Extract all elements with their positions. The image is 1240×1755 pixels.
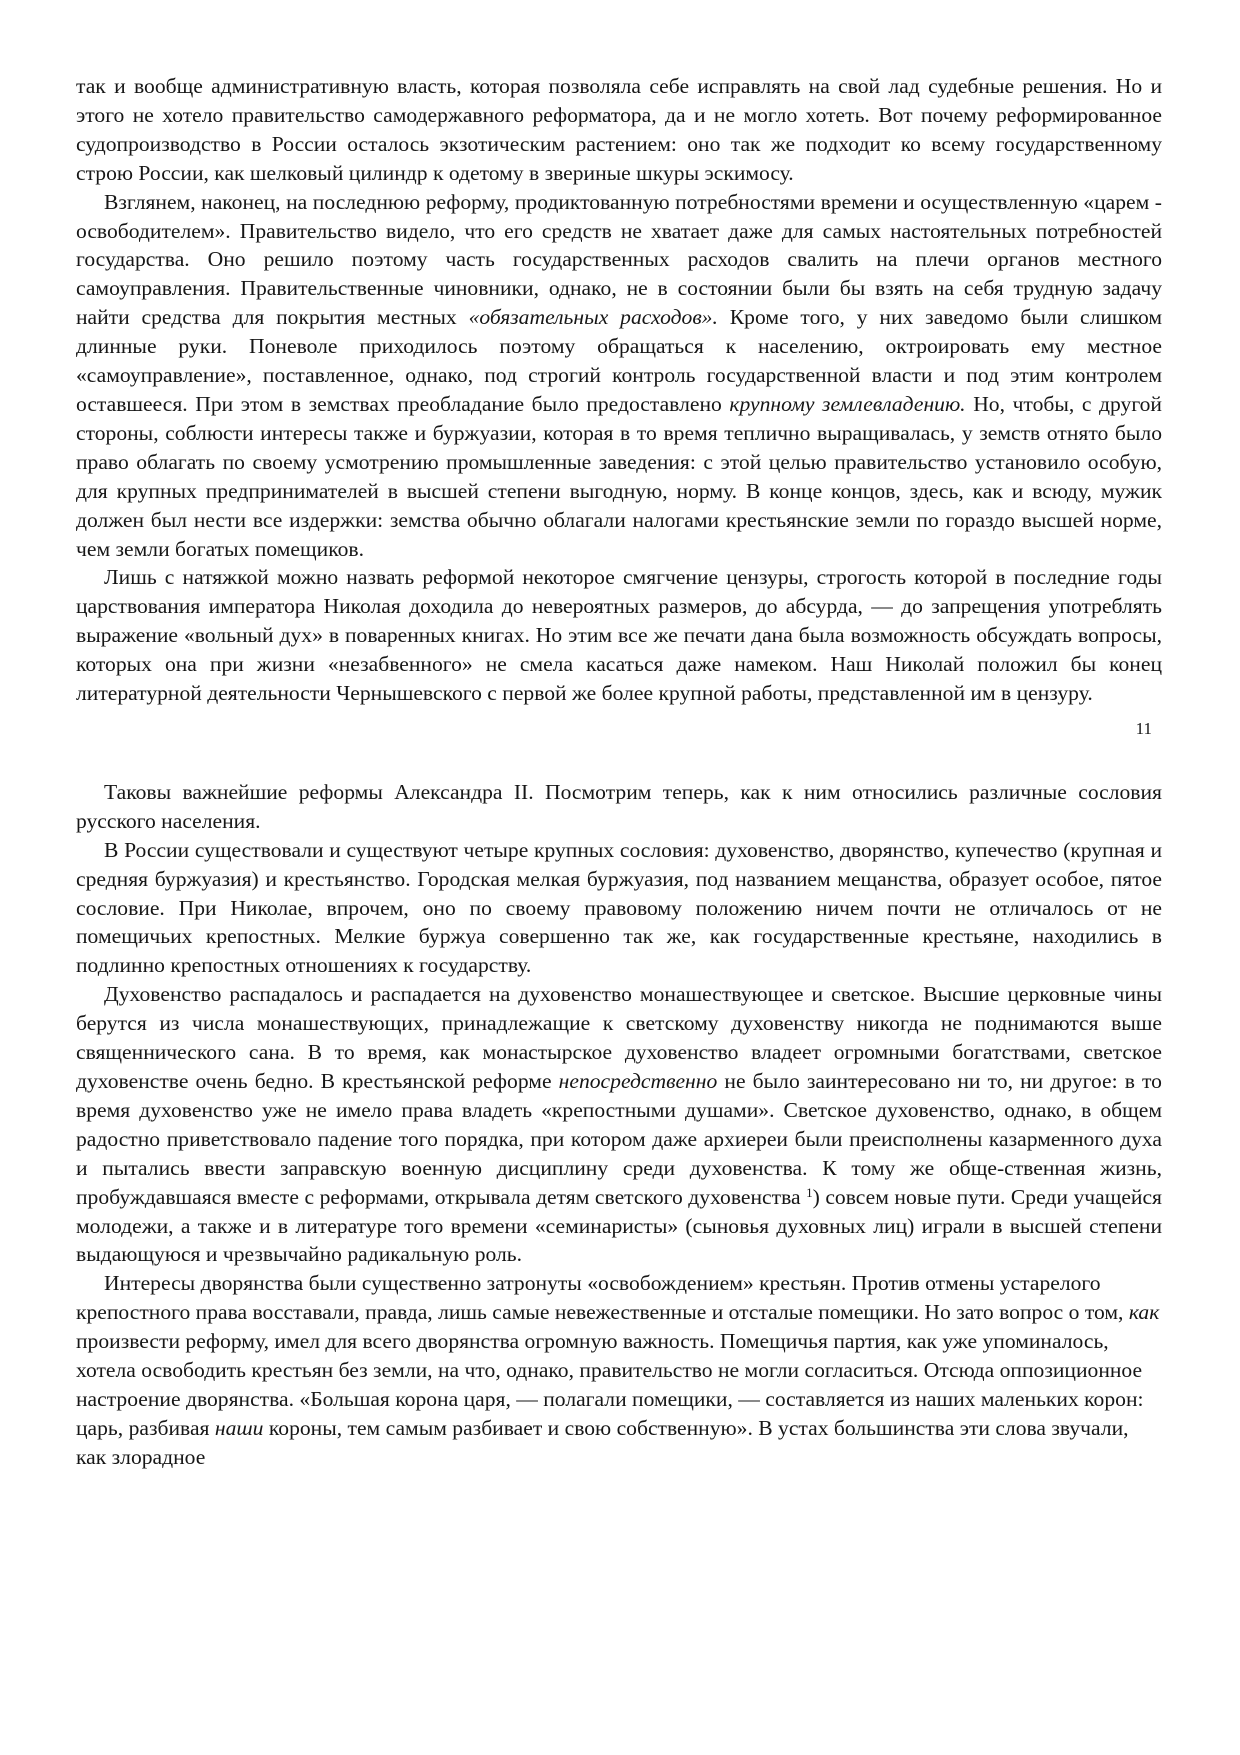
paragraph	[76, 563, 1162, 708]
paragraph-text: Интересы дворянства были существенно затронуты «освобождением» крестьян. Против отмены устарелого крепостного права восставали, правда, лишь самые невежественные и отсталые помещики. Но зато вопрос о том,	[76, 1271, 1124, 1325]
italic-text: наши	[214, 1415, 264, 1440]
paragraph-text: не было заинтересовано ни то, ни другое: в то время духовенство уже не имело права владеть «крепостными душами». Светское духовенство, однако, в общем радостно приветствовало падение того порядка, при котором даже архиереи были преисполнены казарменного духа и пытались ввести заправскую военную дисциплину среди духовенства. К тому же обще-ственная жизнь, пробуждавшаяся вместе с реформами, открывала детям светского духовенства	[76, 1069, 1162, 1209]
paragraph-text: В России существовали и существуют четыре крупных сословия: духовенство, дворянство, купечество (крупная и средняя буржуазия) и крестьянство. Городская мелкая буржуазия, под названием мещанства, образует особое, пятое сословие. При Николае, впрочем, оно по своему правовому положению ничем почти не отличалось от не помещичьих крепостных. Мелкие буржуа совершенно так же, как государственные крестьяне, находились в подлинно крепостных отношениях к государству.	[76, 837, 1162, 978]
paragraph	[76, 836, 1162, 981]
italic-text: «обязательных расходов».	[468, 305, 718, 330]
paragraph-text: так и вообще административную власть, которая позволяла себе исправлять на свой лад судебные решения. Но и этого не хотело правительство самодержавного реформатора, да и не могло хотеть. Вот почему реформированное судопроизводство в России осталось экзотическим растением: оно так же подходит ко всему государственному строю России, как шелковый цилиндр к одетому в звериные шкуры эскимосу.	[76, 74, 1162, 185]
paragraph-text: Лишь с натяжкой можно назвать реформой некоторое смягчение цензуры, строгость которой в последние годы царствования императора Николая доходила до невероятных размеров, до абсурда, — до запрещения употреблять выражение «вольный дух» в поваренных книгах. Но этим все же печати дана была возможность обсуждать вопросы, которых она при жизни «незабвенного» не смела касаться даже намеком. Наш Николай положил бы конец литературной деятельности Чернышевского с первой же более крупной работы, представленной им в цензуру.	[76, 565, 1162, 706]
paragraph	[76, 1269, 1162, 1471]
paragraph-text: Духовенство распадалось и распадается на духовенство монашествующее и светское. Высшие церковные чины берутся из числа монашествующих, принадлежащие к светскому духовенству никогда не поднимаются выше священнического сана. В то время, как монастырское духовенство владеет огромными богатствами, светское духовенстве очень бедно. В крестьянской реформе	[76, 982, 1162, 1093]
footnote-marker: 1	[806, 1184, 813, 1200]
paragraph-text: Кроме того, у них заведомо были слишком длинные руки. Поневоле приходилось поэтому обращаться к населению, октроировать ему местное «самоуправление», поставленное, однако, под строгий контроль государственной власти и под этим контролем оставшееся. При этом в земствах преобладание было предоставлено	[76, 305, 1163, 416]
paragraph-text: Но, чтобы, с другой стороны, соблюсти интересы также и буржуазии, которая в то время теплично выращивалась, у земств отнято было право облагать по своему усмотрению промышленные заведения: с этой целью правительство установило особую, для крупных предпринимателей в высшей степени выгодную, норму. В конце концов, здесь, как и всюду, мужик должен был нести все издержки: земства обычно облагали налогами крестьянские земли по гораздо высшей норме, чем земли богатых помещиков.	[76, 391, 1162, 561]
paragraph	[76, 980, 1162, 1269]
italic-text: крупному землевладению.	[729, 391, 966, 416]
italic-text: непосредственно	[558, 1069, 718, 1093]
paragraph-text: произвести реформу, имел для всего дворянства огромную важность. Помещичья партия, как уже упоминалось, хотела освободить крестьян без земли, на что, однако, правительство не могли согласиться. Отсюда оппозиционное настроение дворянства. «Большая корона царя, — полагали помещики, — составляется из наших маленьких корон: царь, разбивая	[76, 1329, 1144, 1440]
paragraph-text: Таковы важнейшие реформы Александра II. Посмотрим теперь, как к ним относились различные сословия русского населения.	[76, 779, 1162, 833]
page-break-gap	[76, 740, 1162, 778]
italic-text: как	[1128, 1300, 1160, 1325]
paragraph-text: Взглянем, наконец, на последнюю реформу, продиктованную потребностями времени и осуществленную «царем - освободителем». Правительство видело, что его средств не хватает даже для самых настоятельных потребностей государства. Оно решило поэтому часть государственных расходов свалить на плечи органов местного самоуправления. Правительственные чиновники, однако, не в состоянии были бы взять на себя трудную задачу найти средства для покрытия местных	[76, 189, 1162, 330]
paragraph	[76, 72, 1162, 188]
paragraph	[76, 778, 1162, 836]
page-number: 11	[1135, 718, 1152, 738]
paragraph-text: короны, тем самым разбивает и свою собственную». В устах большинства эти слова звучали, как злорадное	[76, 1415, 1129, 1469]
paragraph	[76, 188, 1162, 564]
paragraph-text: ) совсем новые пути. Среди учащейся молодежи, а также и в литературе того времени «семинаристы» (сыновья духовных лиц) играли в высшей степени выдающуюся и чрезвычайно радикальную роль.	[76, 1184, 1162, 1267]
